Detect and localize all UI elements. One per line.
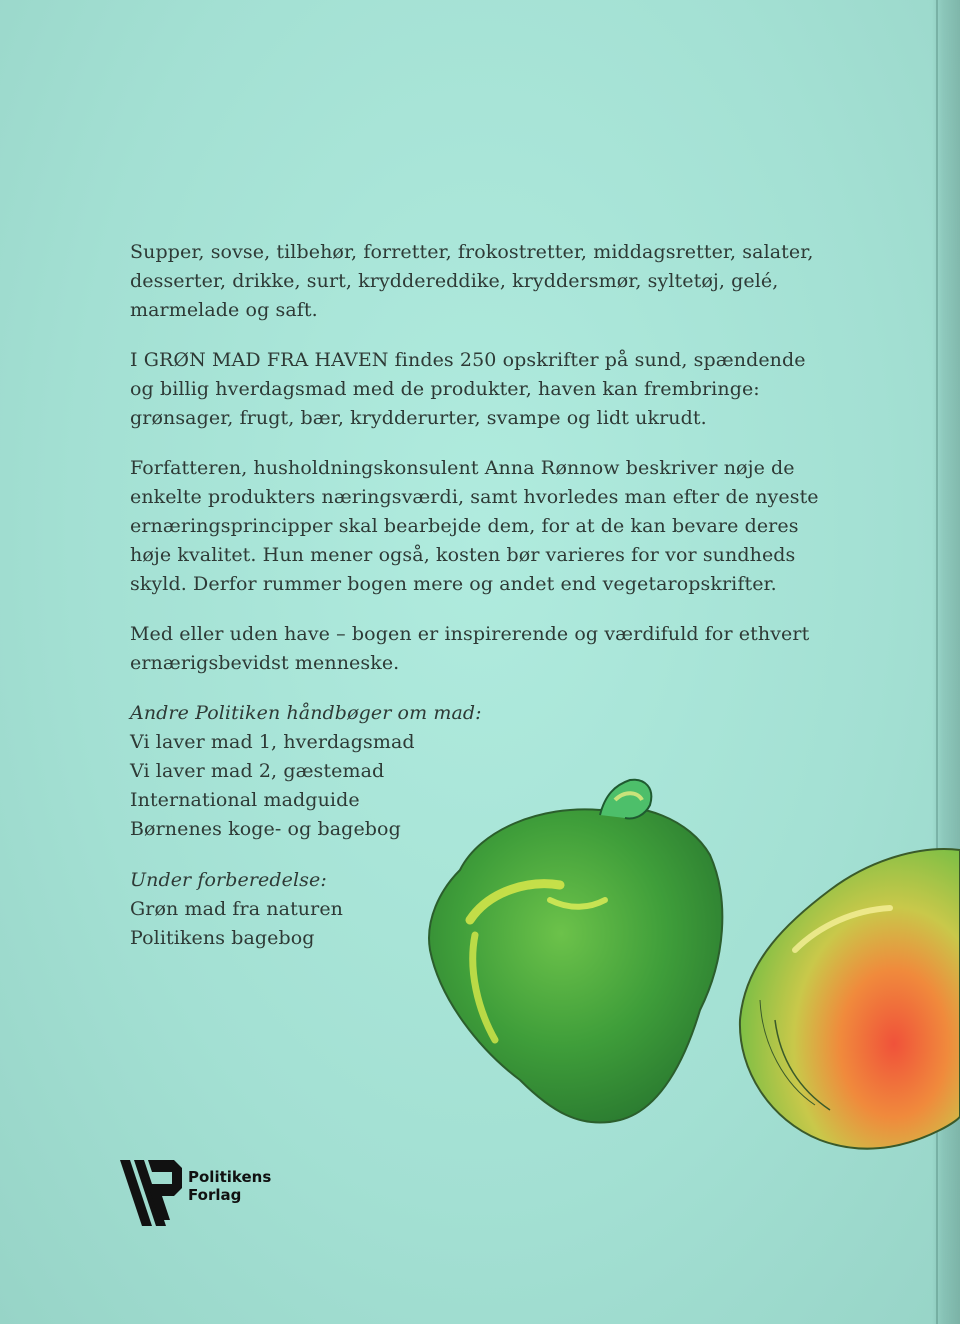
green-pepper-icon [429,780,722,1123]
publisher-name-line1: Politikens [188,1168,272,1186]
publisher-name-line2: Forlag [188,1186,242,1204]
list-item: Grøn mad fra naturen [130,898,344,920]
list-item: Vi laver mad 1, hverdagsmad [130,731,415,753]
upcoming-books-heading: Under forberedelse: [130,869,327,891]
list-item: International madguide [130,789,360,811]
blurb-paragraph-2: I GRØN MAD FRA HAVEN findes 250 opskrifter på sund, spændende og billig hverdagsmad med de produkter, haven kan frembringe: grønsager, frugt, bær, krydderurter, svampe og lidt ukrudt. [130,349,806,429]
list-item: Vi laver mad 2, gæstemad [130,760,385,782]
list-item: Politikens bagebog [130,927,315,949]
orange-pepper-icon [740,849,960,1149]
blurb-paragraph-1: Supper, sovse, tilbehør, forretter, frokostretter, middagsretter, salater, desserter, drikke, surt, kryddereddike, kryddersmør, syltetøj, gelé, marmelade og saft. [130,241,814,321]
publisher-name [188,1168,271,1204]
list-item: Børnenes koge- og bagebog [130,818,401,840]
other-books-heading: Andre Politiken håndbøger om mad: [130,702,482,724]
peppers-illustration [400,760,960,1200]
publisher-logo-icon [118,1158,184,1228]
blurb-paragraph-4: Med eller uden have – bogen er inspirerende og værdifuld for ethvert ernærigsbevidst menneske. [130,623,810,674]
blurb-paragraph-3: Forfatteren, husholdningskonsulent Anna Rønnow beskriver nøje de enkelte produkters næringsværdi, samt hvorledes man efter de nyeste ernæringsprincipper skal bearbejde dem, for at de kan bevare deres høje kvalitet. Hun mener også, kosten bør varieres for vor sundheds skyld. Derfor rummer bogen mere og andet end vegetaropskrifter. [130,457,819,595]
